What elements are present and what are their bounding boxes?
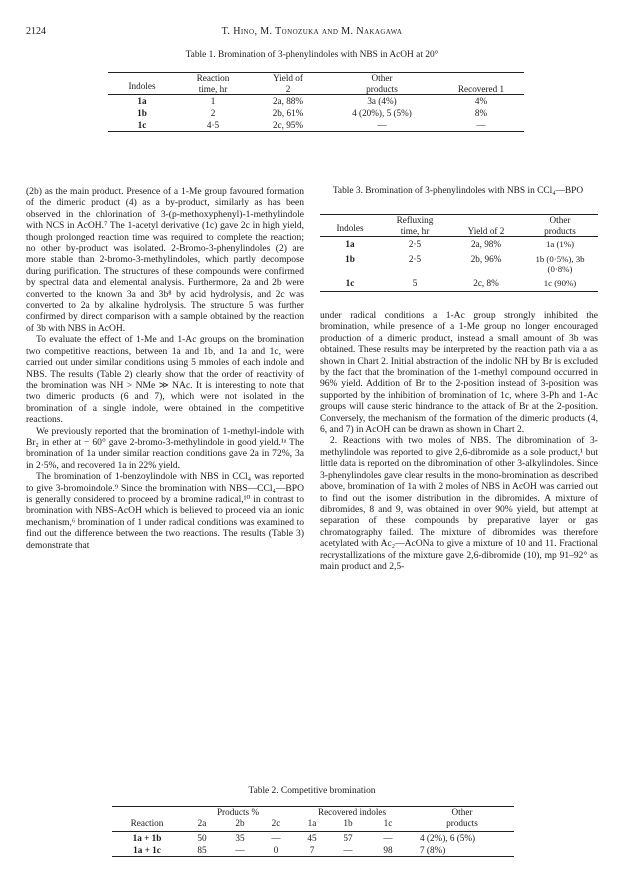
table3-cell: 1c (90%) (543, 278, 577, 288)
table3-header: Other products (544, 215, 576, 236)
table2-header-row (112, 818, 514, 832)
table2-group-row (112, 807, 514, 818)
table1-cell: 2c, 95% (272, 120, 304, 130)
table2-header: 1c (383, 817, 393, 828)
table2-header: 1b (343, 817, 353, 828)
table2-cell: 0 (273, 845, 279, 855)
table2-header-products: products (446, 817, 478, 828)
table1-row (108, 119, 524, 132)
table3 (320, 214, 598, 292)
table2-cell: 45 (307, 833, 317, 843)
paragraph: 2. Reactions with two moles of NBS. The dibromination of 3-methylindole was reported to give 2,6-dibromide as a sole product,¹ but little data is reported on the dibromination of other 3-alkylindoles. Since 3-phenylindoles gave clear results in the mono-bromination as described above, bromination of 1a with 2 moles of NBS in AcOH was carried out to find out the isomer distribution in the dibromides. A mixture of dibromides, 8 and 9, was obtained in over 90% yield, but attempt at separation of these compounds by preparative layer or gas chromatography failed. The mixture of dibromides was therefore acetylated with Ac₂—AcONa to give a mixture of 10 and 11. Fractional recrystallizations of the mixture gave 2,6-dibromide (10), mp 91–92° as main product and 2,5- (320, 435, 598, 572)
table1-cell: — (377, 120, 387, 130)
table2-header: Reaction (130, 817, 164, 828)
table1-cell: 2b, 61% (272, 108, 304, 118)
table2-cell: — (343, 845, 353, 855)
right-column (320, 310, 598, 572)
left-column (26, 186, 304, 551)
table3-header: Indoles (336, 222, 364, 233)
table3-cell: 1b (345, 254, 355, 264)
table2-cell: 4 (2%), 6 (5%) (420, 833, 476, 843)
table2 (112, 806, 514, 857)
table2-cell: 1a + 1c (133, 845, 161, 855)
table3-cell: 1a (1%) (545, 239, 575, 249)
table1-cell: 1a (137, 96, 147, 106)
table1-header-row (108, 73, 524, 95)
table2-cell: 85 (197, 845, 207, 855)
table1-row (108, 107, 524, 119)
table2-row (112, 832, 514, 845)
paragraph: under radical conditions a 1-Ac group strongly inhibited the bromination, while presence of a 1-Me group no longer encouraged production of a dimeric product, instead a small amount of 3b was obtained. These results may be interpreted by the reaction path via a as shown in Chart 2. Initial abstraction of the indolic NH by Br is excluded by the fact that the bromination of the 1-methyl compound occurred in 96% yield. Addition of Br to the 2-position instead of 3-position was supported by the inhibition of bromination of 1c, where 3-Ph and 1-Ac groups will cause steric hindrance to the attack of Br at the 2-position. Conversely, the mechanism of the formation of the dimeric products (4, 6, and 7) in AcOH can be drawn as shown in Chart 2. (320, 310, 598, 436)
table2-cell: 57 (343, 833, 353, 843)
table2-cell: 7 (8%) (420, 845, 446, 855)
table2-group-products: Products % (216, 807, 260, 817)
table1-header: Reaction time, hr (196, 73, 230, 94)
table1-cell: 8% (474, 108, 488, 118)
table1-cell: 4·5 (206, 120, 220, 130)
table2-cell: 98 (383, 845, 393, 855)
paragraph: To evaluate the effect of 1-Me and 1-Ac groups on the bromination two competitive reactions, between 1a and 1b, and 1a and 1c, were carried out under similar conditions using 5 mmoles of each indole and NBS. The results (Table 2) clearly show that the order of reactivity of the bromination was NH > NMe ≫ NAc. It is interesting to note that two dimeric products (6 and 7), which were not isolated in the bromination of a single indole, were obtained in the competitive reactions. (26, 334, 304, 426)
table3-cell: 1c (345, 278, 355, 288)
table2-header: 2b (235, 817, 245, 828)
table1-cell: 4 (20%), 5 (5%) (352, 108, 412, 118)
table2-row (112, 844, 514, 857)
table2-cell: 7 (309, 845, 315, 855)
table3-cell: 2·5 (408, 239, 422, 249)
table1-header: Indoles (128, 80, 156, 91)
table2-header: 1a (307, 817, 317, 828)
table3-cell: 5 (412, 278, 418, 288)
paragraph: The bromination of 1-benzoylindole with NBS in CCl₄ was reported to give 3-bromoindole.⁹ Since the bromination with NBS—CCl₄—BPO is generally considered to proceed by a bromine radical,¹⁰ in contrast to bromination with NBS-AcOH which is believed to proceed via an ionic mechanism,⁶ bromination of 1 under radical conditions was examined to find out the difference between the two reactions. The results (Table 3) demonstrate that (26, 471, 304, 551)
running-authors: T. Hino, M. Tonozuka and M. Nakagawa (221, 26, 403, 37)
table1-header: Yield of 2 (273, 73, 303, 94)
table3-header: Yield of 2 (467, 225, 505, 236)
table3-header-row (320, 215, 598, 237)
table3-cell: 1b (0·5%), 3b (0·8%) (535, 254, 585, 274)
table3-row (320, 276, 598, 292)
table3-row (320, 252, 598, 276)
table1-cell: — (476, 120, 486, 130)
table2-header: 2a (197, 817, 207, 828)
table2-cell: — (271, 833, 281, 843)
table1-cell: 1c (137, 120, 147, 130)
table3-cell: 2b, 96% (470, 254, 502, 264)
table3-caption: Table 3. Bromination of 3-phenylindoles with NBS in CCl₄—BPO (332, 186, 584, 196)
table3-cell: 2a, 98% (470, 239, 502, 249)
paragraph: (2b) as the main product. Presence of a 1-Me group favoured formation of the dimeric product (4) as a by-product, similarly as has been observed in the chlorination of 3-(p-methoxyphenyl)-1-methylindole with NCS in AcOH.⁷ The 1-acetyl derivative (1c) gave 2c in high yield, though prolonged reaction time was required to complete the reaction; no other by-product was isolated. 2-Bromo-3-phenylindoles (2) are more stable than 2-bromo-3-methylindoles, which partly decompose during purification. The structures of these compounds were confirmed by spectral data and elemental analysis. Furthermore, 2a and 2b were converted to the known 3a and 3b⁸ by acid hydrolysis, and 2c was converted to 2a by alkaline hydrolysis. The structure 5 was further confirmed by direct comparison with a sample obtained by the reaction of 3b with NBS in AcOH. (26, 186, 304, 334)
table2-caption: Table 2. Competitive bromination (248, 786, 376, 796)
table2-header-other-1: Other (451, 807, 473, 817)
paragraph: We previously reported that the bromination of 1-methyl-indole with Br₂ in ether at − 60° gave 2-bromo-3-methylindole in good yield.¹ᵃ The bromination of 1a under similar reaction conditions gave 2a in 72%, 3a in 2·5%, and recovered 1a in 22% yield. (26, 425, 304, 471)
table1-cell: 2 (210, 108, 216, 118)
table1-cell: 1 (210, 96, 216, 106)
table3-row (320, 237, 598, 253)
running-header (26, 26, 598, 40)
table3-cell: 2·5 (408, 254, 422, 264)
table2-header: 2c (271, 817, 281, 828)
table2-cell: 1a + 1b (132, 833, 162, 843)
table1-caption: Table 1. Bromination of 3-phenylindoles with NBS in AcOH at 20° (185, 50, 439, 60)
table2-group-recovered: Recovered indoles (317, 807, 387, 817)
page-number: 2124 (26, 26, 46, 37)
table2-cell: 35 (235, 833, 245, 843)
table1 (108, 72, 524, 132)
table1-cell: 2a, 88% (272, 96, 304, 106)
table3-cell: 2c, 8% (473, 278, 499, 288)
table3-cell: 1a (345, 239, 355, 249)
table1-cell: 3a (4%) (367, 96, 397, 106)
table2-cell: — (235, 845, 245, 855)
table1-header: Recovered 1 (457, 83, 505, 94)
table1-row (108, 95, 524, 108)
table1-header: Other products (366, 73, 398, 94)
table2-cell: 50 (197, 833, 207, 843)
table1-cell: 1b (137, 108, 147, 118)
table1-cell: 4% (474, 96, 488, 106)
table2-cell: — (383, 833, 393, 843)
table3-header: Refluxing time, hr (396, 215, 434, 236)
